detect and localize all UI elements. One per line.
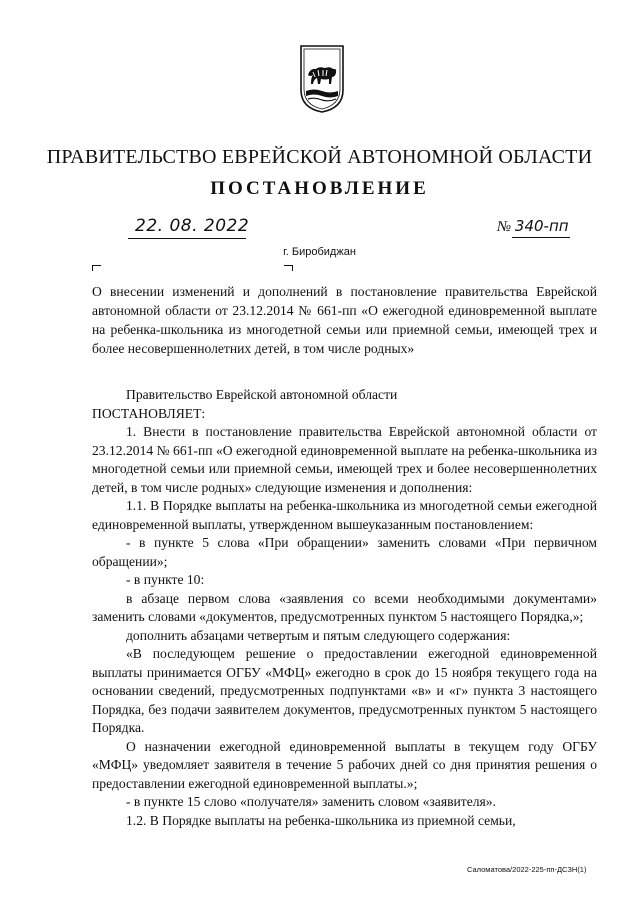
government-title: ПРАВИТЕЛЬСТВО ЕВРЕЙСКОЙ АВТОНОМНОЙ ОБЛАСТИ — [46, 146, 593, 168]
paragraph-1-1: 1.1. В Порядке выплаты на ребенка-школьника из многодетной семьи ежегодной единовременной выплаты, утвержденном вышеуказанным постановлением: — [92, 498, 597, 532]
number-value: 340-пп — [514, 217, 569, 235]
footer-reference: Саломатова/2022-225-пп-ДСЗН(1) — [467, 865, 587, 874]
paragraph-1: 1. Внести в постановление правительства Еврейской автономной области от 23.12.2014 № 661-пп «О ежегодной единовременной выплате на ребенка-школьника из многодетной семьи или приемной семьи, имеющей трех и более несовершеннолетних детей, в том числе родных» следующие изменения и дополнения: — [92, 424, 597, 495]
corner-mark-right — [284, 265, 293, 271]
number-underline — [512, 237, 570, 238]
document-type: ПОСТАНОВЛЕНИЕ — [210, 178, 429, 199]
quoted-abzac-4: «В последующем решение о предоставлении ежегодной единовременной выплаты принимается ОГБУ «МФЦ» ежегодно в срок до 15 ноября текущего года на основании сведений, предусмотренных подпунктами «в» и «г» пункта 3 настоящего Порядка, без подачи заявителем документов, предусмотренных пунктом 5 настоящего Порядка. — [92, 646, 597, 735]
coat-of-arms-icon — [299, 44, 345, 114]
item-first-abzac: в абзаце первом слова «заявления со всеми необходимыми документами» заменить словами «документов, предусмотренных пунктом 5 настоящего Порядка,»; — [92, 590, 597, 624]
document-subject: О внесении изменений и дополнений в постановление правительства Еврейской автономной области от 23.12.2014 № 661-пп «О ежегодной единовременной выплате на ребенка-школьника из многодетной семьи или приемной семьи, имеющей трех и более несовершеннолетних детей, в том числе родных» — [92, 284, 597, 356]
number-label: № — [497, 219, 512, 235]
corner-mark-left — [92, 265, 101, 271]
document-body — [92, 386, 597, 830]
document-number — [497, 217, 569, 236]
item-point-15: - в пункте 15 слово «получателя» заменить словом «заявителя». — [126, 794, 496, 809]
quoted-abzac-5: О назначении ежегодной единовременной выплаты в текущем году ОГБУ «МФЦ» уведомляет заявителя в течение 5 рабочих дней со дня принятия решения о предоставлении ежегодной единовременной выплаты.»; — [92, 738, 597, 791]
document-date: 22. 08. 2022 — [135, 216, 250, 236]
item-point-5: - в пункте 5 слова «При обращении» заменить словами «При первичном обращении»; — [92, 535, 597, 569]
resolves-heading: ПОСТАНОВЛЯЕТ: — [92, 405, 206, 421]
paragraph-1-2: 1.2. В Порядке выплаты на ребенка-школьника из приемной семьи, — [126, 812, 516, 828]
item-add-abzac: дополнить абзацами четвертым и пятым следующего содержания: — [126, 627, 511, 643]
preamble-line: Правительство Еврейской автономной области — [126, 387, 398, 402]
city-name: г. Биробиджан — [283, 246, 356, 258]
item-point-10: - в пункте 10: — [126, 572, 205, 587]
date-underline — [128, 238, 246, 239]
